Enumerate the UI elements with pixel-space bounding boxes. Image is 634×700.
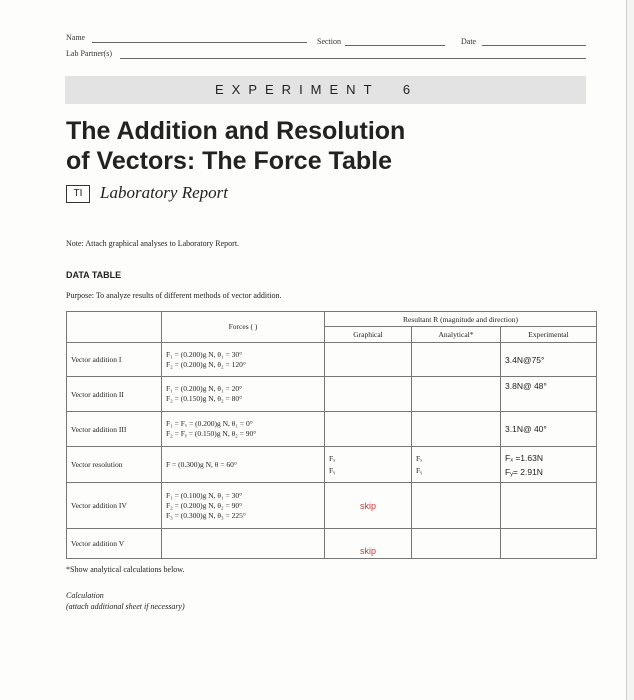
- subtitle: Laboratory Report: [100, 183, 228, 202]
- analytical-cell[interactable]: [412, 447, 501, 483]
- exp-fy: Fᵧ= 2.91N: [505, 466, 543, 477]
- analytical-header: Analytical*: [412, 327, 501, 343]
- forces-cell: [162, 447, 325, 483]
- forces-cell: [162, 377, 325, 412]
- forces-cell: [162, 343, 325, 377]
- anal-fy: Fᵧ: [416, 465, 423, 475]
- name-line: [92, 42, 307, 43]
- data-table: [66, 311, 597, 559]
- graphical-cell[interactable]: [325, 447, 412, 483]
- row-label: Vector addition IV: [67, 483, 162, 529]
- graphical-cell[interactable]: [325, 343, 412, 377]
- graphical-header: Graphical: [325, 327, 412, 343]
- analytical-cell[interactable]: [412, 483, 501, 529]
- table-row: [67, 412, 597, 447]
- forces-header: Forces ( ): [162, 312, 325, 343]
- force-2: F₂ = (0.200)g N, θ₂ = 90°: [166, 500, 243, 510]
- experiment-heading: [215, 82, 418, 97]
- force-1: F₁ = Fₓ = (0.200)g N, θ₁ = 0°: [166, 419, 253, 428]
- force-1: F = (0.300)g N, θ = 60°: [166, 459, 237, 469]
- purpose-text: Purpose: To analyze results of different methods of vector addition.: [66, 291, 282, 300]
- table-row: [67, 343, 597, 377]
- footnote: *Show analytical calculations below.: [66, 565, 185, 574]
- row-label: Vector addition III: [67, 412, 162, 447]
- experiment-number: 6: [402, 82, 419, 97]
- row-label: Vector addition I: [67, 343, 162, 377]
- header-blank-cell: [67, 312, 162, 343]
- graph-fy: Fᵧ: [329, 465, 336, 475]
- experimental-cell[interactable]: [501, 529, 597, 559]
- forces-cell: [162, 483, 325, 529]
- lab-partners-line: [120, 58, 586, 59]
- name-label: Name: [66, 33, 86, 42]
- experimental-cell[interactable]: [501, 447, 597, 483]
- experimental-value[interactable]: 3.8N@ 48°: [501, 377, 597, 412]
- calculation-hint: (attach additional sheet if necessary): [66, 602, 185, 611]
- graph-fx: Fₓ: [329, 453, 336, 463]
- experiment-label: EXPERIMENT: [215, 82, 380, 97]
- title-line-2: of Vectors: The Force Table: [66, 147, 393, 175]
- graphical-value[interactable]: skip: [325, 483, 412, 529]
- row-label: Vector resolution: [67, 447, 162, 483]
- row-label: Vector addition V: [67, 529, 162, 559]
- date-label: Date: [461, 37, 477, 46]
- force-1: F₁ = (0.100)g N, θ₁ = 30°: [166, 490, 243, 500]
- force-2: F₂ = (0.150)g N, θ₂ = 80°: [166, 394, 243, 403]
- resultant-header: Resultant R (magnitude and direction): [325, 312, 597, 327]
- table-row: [67, 377, 597, 412]
- date-line: [482, 45, 586, 46]
- note-text: Note: Attach graphical analyses to Laboratory Report.: [66, 239, 240, 248]
- section-line: [345, 45, 445, 46]
- forces-cell: [162, 412, 325, 447]
- lab-partners-label: Lab Partner(s): [66, 49, 112, 58]
- force-3: F₃ = (0.300)g N, θ₃ = 225°: [166, 510, 246, 520]
- ti-badge: TI: [66, 185, 90, 203]
- page-title: [66, 116, 405, 176]
- force-2: F₂ = (0.200)g N, θ₂ = 120°: [166, 359, 246, 369]
- table-row: [67, 483, 597, 529]
- row-label: Vector addition II: [67, 377, 162, 412]
- force-2: F₂ = Fᵧ = (0.150)g N, θ₂ = 90°: [166, 429, 257, 438]
- experimental-value[interactable]: 3.1N@ 40°: [501, 412, 597, 447]
- analytical-cell[interactable]: [412, 377, 501, 412]
- experimental-value[interactable]: 3.4N@75°: [501, 343, 597, 377]
- table-row: [67, 529, 597, 559]
- calculation-block: [66, 590, 185, 612]
- experimental-cell[interactable]: [501, 483, 597, 529]
- force-1: F₁ = (0.200)g N, θ₁ = 20°: [166, 384, 243, 393]
- analytical-cell[interactable]: [412, 343, 501, 377]
- force-1: F₁ = (0.200)g N, θ₁ = 30°: [166, 349, 243, 359]
- title-line-1: The Addition and Resolution: [66, 117, 406, 145]
- graphical-cell[interactable]: [325, 412, 412, 447]
- forces-cell: [162, 529, 325, 559]
- anal-fx: Fₓ: [416, 453, 423, 463]
- graphical-cell[interactable]: [325, 377, 412, 412]
- graphical-value[interactable]: skip: [325, 529, 412, 559]
- calculation-label: Calculation: [66, 591, 104, 600]
- table-header-row: [67, 312, 597, 327]
- exp-fx: Fₓ =1.63N: [505, 452, 543, 463]
- experimental-header: Experimental: [501, 327, 597, 343]
- data-table-heading: DATA TABLE: [66, 270, 122, 280]
- analytical-cell[interactable]: [412, 529, 501, 559]
- section-label: Section: [317, 37, 341, 46]
- table-row: [67, 447, 597, 483]
- analytical-cell[interactable]: [412, 412, 501, 447]
